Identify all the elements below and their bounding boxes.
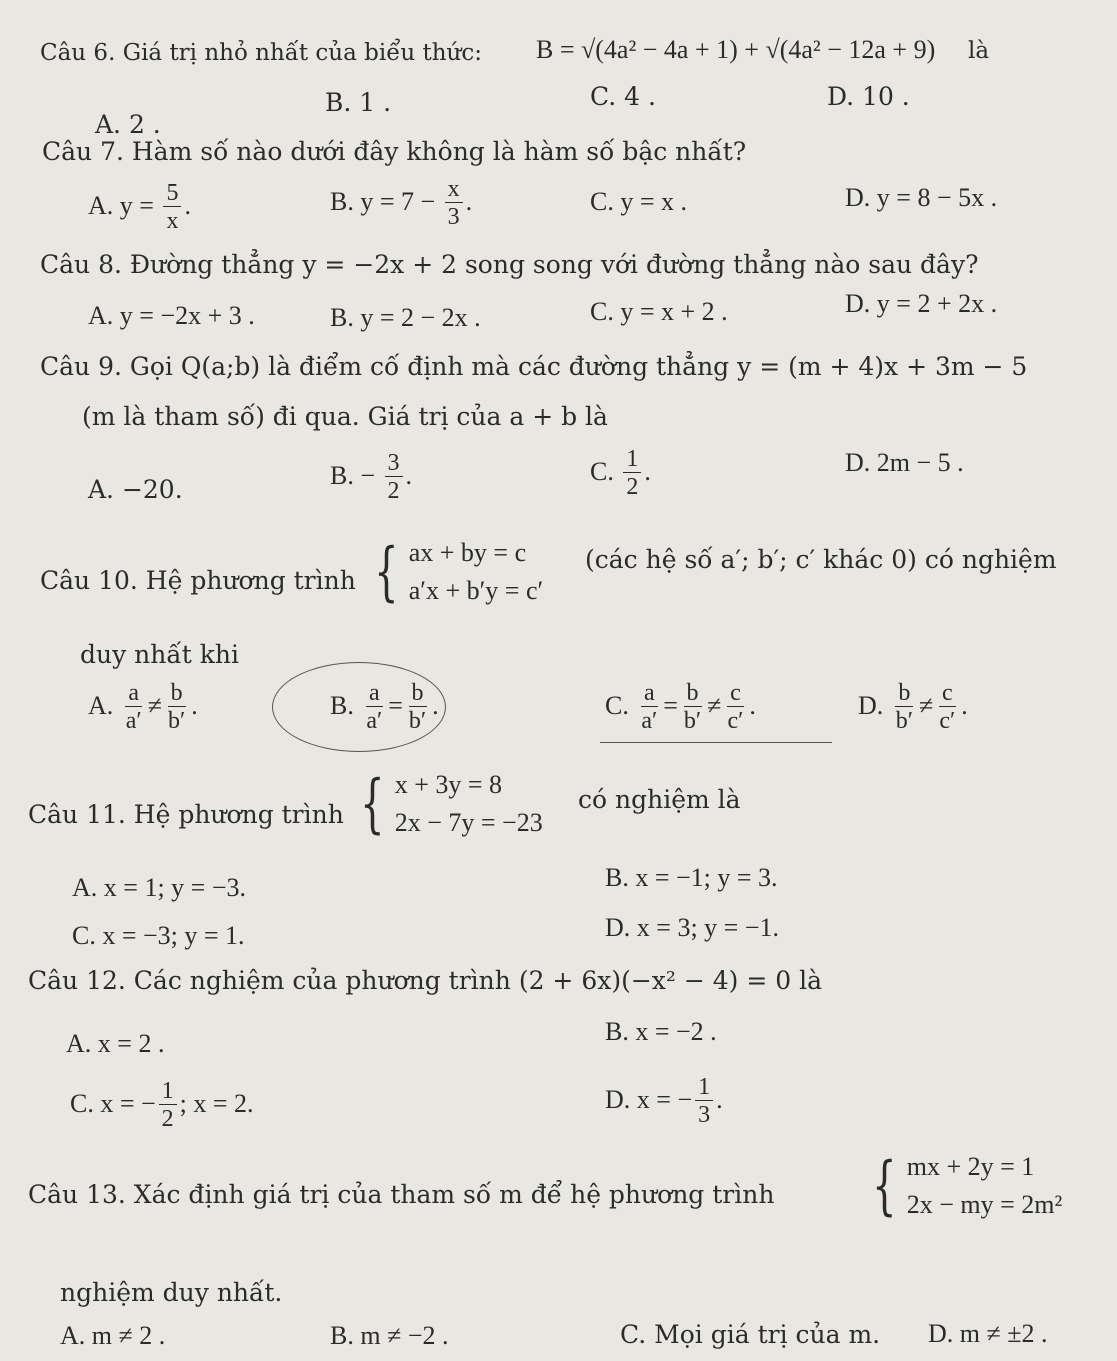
q10-tail: (các hệ số a′; b′; c′ khác 0) có nghiệm	[585, 545, 1057, 574]
q9-option-b[interactable]: B. − $\frac{3}{2}$ .	[330, 450, 413, 505]
q10-option-a[interactable]: A. $\frac{a}{a'}$ ≠ $\frac{b}{b'}$ .	[88, 680, 198, 735]
q13-option-b[interactable]: B. m ≠ −2 .	[330, 1321, 449, 1350]
q6-option-c[interactable]: C. 4 .	[590, 82, 656, 111]
q6-option-a[interactable]: A. 2 .	[95, 110, 161, 139]
q7-stem: Câu 7. Hàm số nào dưới đây không là hàm số bậc nhất?	[42, 137, 747, 166]
q9-line-1: Câu 9. Gọi Q(a;b) là điểm cố định mà các đường thẳng y = (m + 4)x + 3m − 5	[40, 352, 1028, 381]
q10-option-c[interactable]: C. $\frac{a}{a'}$ = $\frac{b}{b'}$ ≠ $\frac{c}{c'}$ .	[605, 680, 756, 735]
q11-stem: Câu 11. Hệ phương trình	[28, 800, 344, 829]
q11-system: { x + 3y = 8 2x − 7y = −23	[360, 766, 543, 841]
answer-underline-mark	[600, 742, 832, 743]
q7-option-d[interactable]: D. y = 8 − 5x .	[845, 183, 998, 212]
q13-system: { mx + 2y = 1 2x − my = 2m²	[872, 1148, 1063, 1223]
q10-stem: Câu 10. Hệ phương trình	[40, 566, 356, 595]
q7-option-c[interactable]: C. y = x .	[590, 187, 688, 216]
q13-stem: Câu 13. Xác định giá trị của tham số m để hệ phương trình	[28, 1180, 775, 1209]
q8-option-b[interactable]: B. y = 2 − 2x .	[330, 303, 481, 332]
q12-stem: Câu 12. Các nghiệm của phương trình (2 + 6x)(−x² − 4) = 0 là	[28, 966, 822, 995]
q7-option-a[interactable]: A. y = $\frac{5}{x}$ .	[88, 180, 191, 235]
q6-option-b[interactable]: B. 1 .	[325, 88, 392, 117]
q6-stem: Câu 6. Giá trị nhỏ nhất của biểu thức:	[40, 40, 482, 66]
q10-line-2: duy nhất khi	[80, 640, 239, 669]
q11-option-c[interactable]: C. x = −3; y = 1.	[72, 921, 245, 950]
q9-line-2: (m là tham số) đi qua. Giá trị của a + b là	[82, 402, 608, 431]
q6-expression: B = √(4a² − 4a + 1) + √(4a² − 12a + 9)	[536, 35, 936, 64]
q6-option-d[interactable]: D. 10 .	[827, 82, 910, 111]
q10-system: { ax + by = c a′x + b′y = c′	[374, 534, 544, 609]
q12-option-a[interactable]: A. x = 2 .	[66, 1029, 165, 1058]
q8-option-c[interactable]: C. y = x + 2 .	[590, 297, 728, 326]
q6-tail: là	[968, 38, 990, 64]
q13-option-d[interactable]: D. m ≠ ±2 .	[928, 1319, 1048, 1348]
q10-option-d[interactable]: D. $\frac{b}{b'}$ ≠ $\frac{c}{c'}$ .	[858, 680, 968, 735]
q8-stem: Câu 8. Đường thẳng y = −2x + 2 song song với đường thẳng nào sau đây?	[40, 250, 979, 279]
q8-option-a[interactable]: A. y = −2x + 3 .	[88, 301, 255, 330]
q10-option-b[interactable]: B. $\frac{a}{a'}$ = $\frac{b}{b'}$ .	[330, 680, 439, 735]
q9-option-c[interactable]: C. $\frac{1}{2}$ .	[590, 446, 651, 501]
q11-tail: có nghiệm là	[578, 785, 741, 814]
q13-option-a[interactable]: A. m ≠ 2 .	[60, 1321, 166, 1350]
q9-option-a[interactable]: A. −20.	[88, 475, 183, 504]
q7-option-b[interactable]: B. y = 7 − $\frac{x}{3}$ .	[330, 176, 473, 231]
q12-option-c[interactable]: C. x = − $\frac{1}{2}$ ; x = 2.	[70, 1078, 254, 1133]
q12-option-b[interactable]: B. x = −2 .	[605, 1017, 717, 1046]
q13-option-c[interactable]: C. Mọi giá trị của m.	[620, 1320, 881, 1349]
q11-option-a[interactable]: A. x = 1; y = −3.	[72, 873, 246, 902]
q9-option-d[interactable]: D. 2m − 5 .	[845, 448, 964, 477]
q11-option-b[interactable]: B. x = −1; y = 3.	[605, 863, 778, 892]
q8-option-d[interactable]: D. y = 2 + 2x .	[845, 289, 998, 318]
q11-option-d[interactable]: D. x = 3; y = −1.	[605, 913, 779, 942]
q12-option-d[interactable]: D. x = − $\frac{1}{3}$ .	[605, 1074, 723, 1129]
q13-line-2: nghiệm duy nhất.	[60, 1278, 283, 1307]
